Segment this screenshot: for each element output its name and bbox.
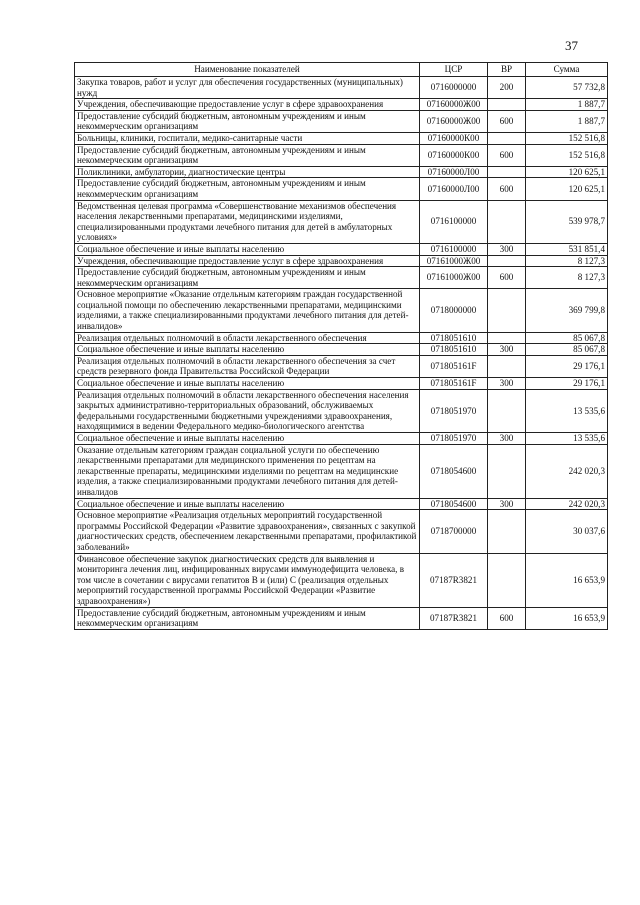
table-row — [75, 355, 608, 377]
row-vr — [488, 389, 526, 432]
table-row — [75, 166, 608, 178]
row-vr: 300 — [488, 378, 526, 390]
page-number: 37 — [565, 38, 578, 53]
row-name: Предоставление субсидий бюджетным, автономным учреждениям и иным некоммерческим организациям — [75, 267, 420, 289]
row-sum: 16 653,9 — [526, 607, 608, 629]
row-vr: 600 — [488, 267, 526, 289]
table-row — [75, 433, 608, 445]
header-sum: Сумма — [526, 63, 608, 77]
row-name: Учреждения, обеспечивающие предоставление услуг в сфере здравоохранения — [75, 99, 420, 111]
row-csr: 0718000000 — [420, 289, 488, 332]
row-name: Социальное обеспечение и иные выплаты населению — [75, 433, 420, 445]
table-row — [75, 344, 608, 356]
row-vr: 300 — [488, 498, 526, 510]
row-name: Оказание отдельным категориям граждан социальной услуги по обеспечению лекарственными препаратами для медицинского применения по рецептам на лекарственные препараты, медицинскими изделиями по рецептам на медицинские изделия, а также специализированными продуктами лечебного питания для детей-инвалидов — [75, 444, 420, 498]
row-vr: 300 — [488, 433, 526, 445]
row-sum: 242 020,3 — [526, 444, 608, 498]
row-csr: 07161000Ж00 — [420, 267, 488, 289]
row-sum: 539 978,7 — [526, 200, 608, 243]
row-sum: 120 625,1 — [526, 178, 608, 200]
row-csr: 0716000000 — [420, 77, 488, 99]
table-row — [75, 77, 608, 99]
row-csr: 0718051970 — [420, 389, 488, 432]
row-sum: 1 887,7 — [526, 99, 608, 111]
row-sum: 85 067,8 — [526, 344, 608, 356]
table-row — [75, 389, 608, 432]
row-sum: 30 037,6 — [526, 510, 608, 553]
row-csr: 0716100000 — [420, 200, 488, 243]
table-row — [75, 332, 608, 344]
row-name: Предоставление субсидий бюджетным, автономным учреждениям и иным некоммерческим организациям — [75, 607, 420, 629]
row-csr: 0718054600 — [420, 444, 488, 498]
table-row — [75, 607, 608, 629]
row-name: Реализация отдельных полномочий в области лекарственного обеспечения за счет средств резервного фонда Правительства Российской Федерации — [75, 355, 420, 377]
row-vr — [488, 332, 526, 344]
row-csr: 07160000К00 — [420, 132, 488, 144]
row-name: Больницы, клиники, госпитали, медико-санитарные части — [75, 132, 420, 144]
header-csr: ЦСР — [420, 63, 488, 77]
row-vr — [488, 166, 526, 178]
row-sum: 57 732,8 — [526, 77, 608, 99]
row-csr: 07160000Л00 — [420, 178, 488, 200]
row-csr: 0718700000 — [420, 510, 488, 553]
row-vr: 200 — [488, 77, 526, 99]
row-sum: 369 799,8 — [526, 289, 608, 332]
row-csr: 07187R3821 — [420, 553, 488, 607]
row-sum: 152 516,8 — [526, 144, 608, 166]
header-vr: ВР — [488, 63, 526, 77]
row-vr — [488, 553, 526, 607]
row-csr: 07160000Ж00 — [420, 110, 488, 132]
row-sum: 13 535,6 — [526, 389, 608, 432]
table-row — [75, 200, 608, 243]
row-sum: 152 516,8 — [526, 132, 608, 144]
row-vr — [488, 355, 526, 377]
row-sum: 85 067,8 — [526, 332, 608, 344]
row-vr: 300 — [488, 243, 526, 255]
row-sum: 29 176,1 — [526, 355, 608, 377]
row-csr: 07160000Л00 — [420, 166, 488, 178]
row-vr — [488, 510, 526, 553]
table-row — [75, 378, 608, 390]
table-row — [75, 110, 608, 132]
row-name: Социальное обеспечение и иные выплаты населению — [75, 344, 420, 356]
row-sum: 13 535,6 — [526, 433, 608, 445]
row-csr: 07160000Ж00 — [420, 99, 488, 111]
row-name: Поликлиники, амбулатории, диагностические центры — [75, 166, 420, 178]
row-csr: 07187R3821 — [420, 607, 488, 629]
row-name: Основное мероприятие «Оказание отдельным категориям граждан государственной социальной помощи по обеспечению лекарственными препаратами, медицинскими изделиями, а также специализированными продуктами лечебного питания для детей-инвалидов» — [75, 289, 420, 332]
row-vr — [488, 200, 526, 243]
row-csr: 0716100000 — [420, 243, 488, 255]
row-vr: 600 — [488, 144, 526, 166]
row-sum: 531 851,4 — [526, 243, 608, 255]
row-sum: 1 887,7 — [526, 110, 608, 132]
row-name: Реализация отдельных полномочий в области лекарственного обеспечения — [75, 332, 420, 344]
budget-table — [74, 62, 608, 630]
row-vr: 600 — [488, 178, 526, 200]
table-row — [75, 498, 608, 510]
row-name: Закупка товаров, работ и услуг для обеспечения государственных (муниципальных) нужд — [75, 77, 420, 99]
row-vr — [488, 132, 526, 144]
row-csr: 071805161F — [420, 378, 488, 390]
row-sum: 8 127,3 — [526, 255, 608, 267]
table-row — [75, 553, 608, 607]
row-sum: 242 020,3 — [526, 498, 608, 510]
table-row — [75, 243, 608, 255]
row-name: Ведомственная целевая программа «Совершенствование механизмов обеспечения населения лекарственными препаратами, медицинскими изделиями, специализированными продуктами лечебного питания для детей в амбулаторных условиях» — [75, 200, 420, 243]
row-name: Предоставление субсидий бюджетным, автономным учреждениям и иным некоммерческим организациям — [75, 144, 420, 166]
row-vr: 300 — [488, 344, 526, 356]
row-sum: 8 127,3 — [526, 267, 608, 289]
row-sum: 29 176,1 — [526, 378, 608, 390]
row-sum: 16 653,9 — [526, 553, 608, 607]
row-name: Социальное обеспечение и иные выплаты населению — [75, 243, 420, 255]
row-csr: 0718051610 — [420, 344, 488, 356]
table-row — [75, 99, 608, 111]
row-csr: 0718051970 — [420, 433, 488, 445]
row-csr: 071805161F — [420, 355, 488, 377]
row-vr: 600 — [488, 110, 526, 132]
table-header-row — [75, 63, 608, 77]
table-row — [75, 267, 608, 289]
row-name: Предоставление субсидий бюджетным, автономным учреждениям и иным некоммерческим организациям — [75, 110, 420, 132]
table-row — [75, 144, 608, 166]
table-row — [75, 132, 608, 144]
table-row — [75, 178, 608, 200]
table-row — [75, 289, 608, 332]
row-vr — [488, 444, 526, 498]
row-vr — [488, 255, 526, 267]
row-csr: 07161000Ж00 — [420, 255, 488, 267]
table-row — [75, 510, 608, 553]
row-name: Основное мероприятие «Реализация отдельных мероприятий государственной программы Российской Федерации «Развитие здравоохранения», связанных с закупкой диагностических средств, обеспечением лекарственными препаратами, профилактикой заболеваний» — [75, 510, 420, 553]
row-csr: 0718054600 — [420, 498, 488, 510]
row-sum: 120 625,1 — [526, 166, 608, 178]
row-name: Реализация отдельных полномочий в области лекарственного обеспечения населения закрытых административно-территориальных образований, обслуживаемых федеральными государственными бюджетными учреждениями здравоохранения, находящимися в ведении Федерального медико-биологического агентства — [75, 389, 420, 432]
row-name: Учреждения, обеспечивающие предоставление услуг в сфере здравоохранения — [75, 255, 420, 267]
table-row — [75, 255, 608, 267]
row-vr — [488, 99, 526, 111]
row-vr: 600 — [488, 607, 526, 629]
row-name: Социальное обеспечение и иные выплаты населению — [75, 498, 420, 510]
header-name: Наименование показателей — [75, 63, 420, 77]
row-name: Предоставление субсидий бюджетным, автономным учреждениям и иным некоммерческим организациям — [75, 178, 420, 200]
row-vr — [488, 289, 526, 332]
row-csr: 0718051610 — [420, 332, 488, 344]
table-row — [75, 444, 608, 498]
row-name: Социальное обеспечение и иные выплаты населению — [75, 378, 420, 390]
row-name: Финансовое обеспечение закупок диагностических средств для выявления и мониторинга лечения лиц, инфицированных вирусами иммунодефицита человека, в том числе в сочетании с вирусами гепатитов В и (или) С (реализация отдельных мероприятий государственной программы Российской Федерации «Развитие здравоохранения») — [75, 553, 420, 607]
row-csr: 07160000К00 — [420, 144, 488, 166]
